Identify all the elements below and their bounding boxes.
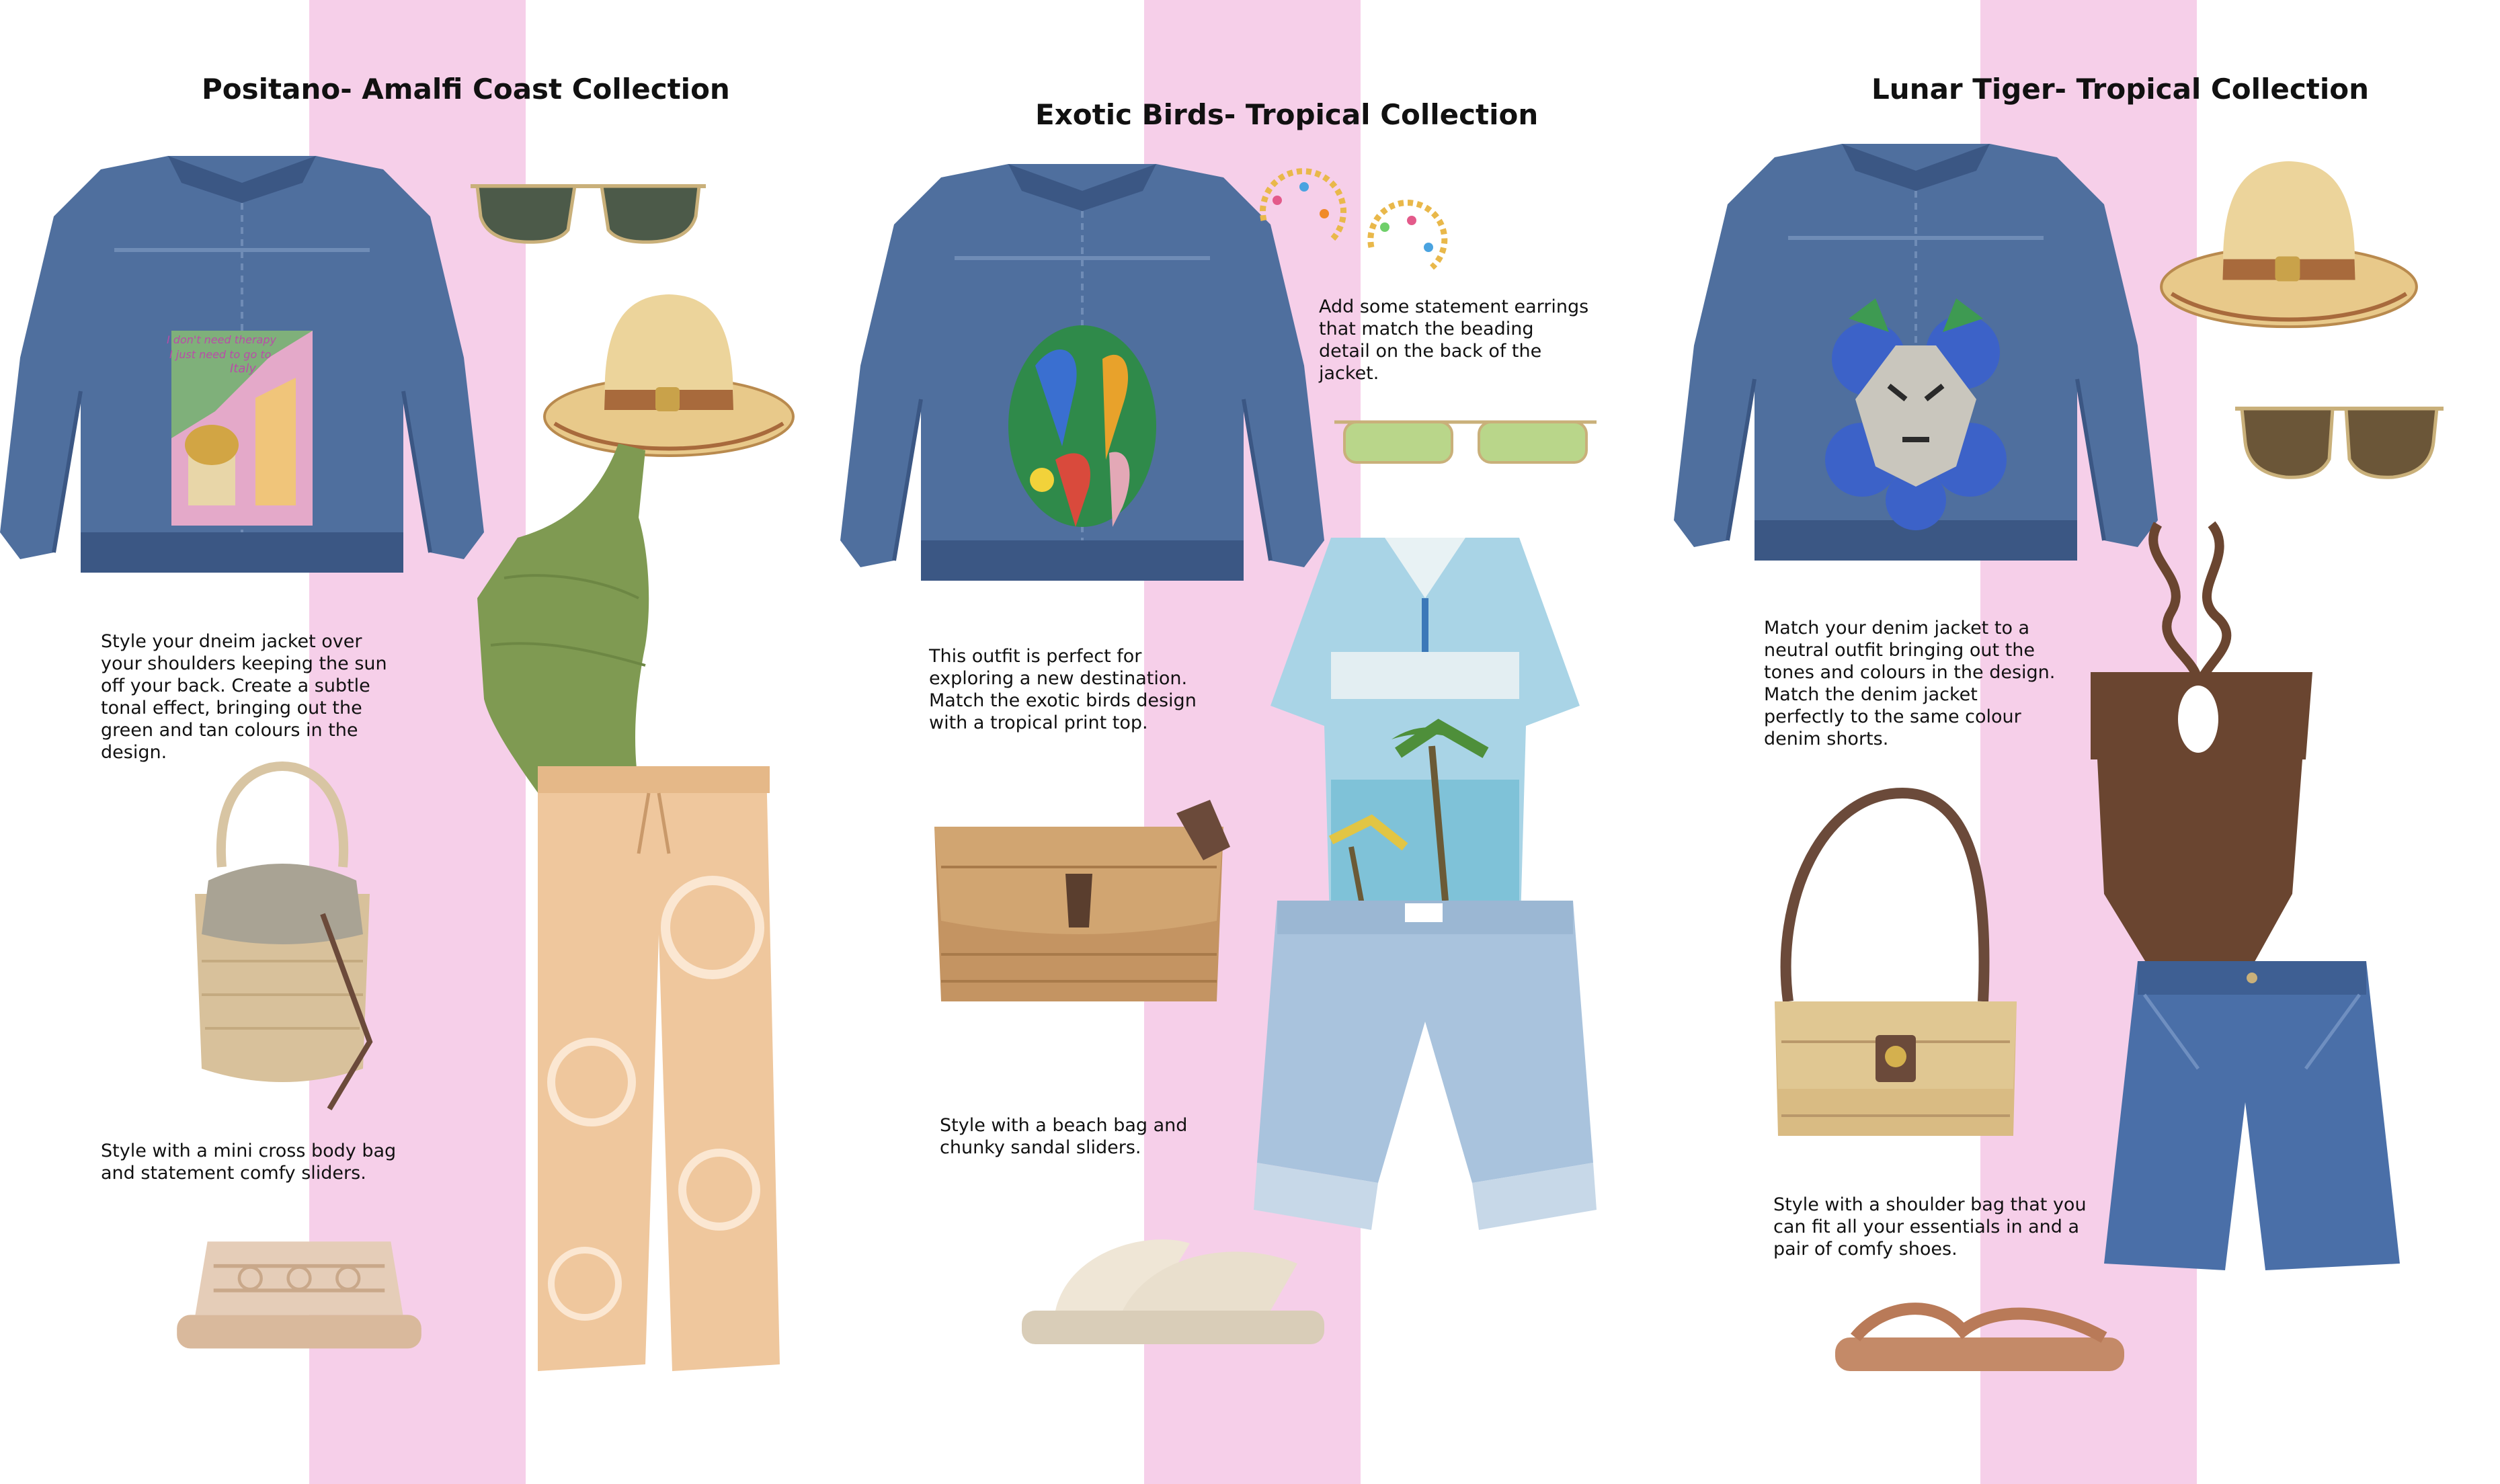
- note-birds-outfit: [929, 645, 1197, 734]
- sunglasses-graphic: [1331, 409, 1600, 469]
- hat-graphic: [2158, 155, 2420, 329]
- trousers-graphic: [531, 759, 787, 1378]
- jacket-print-text-1: I don't need therapy: [167, 333, 276, 346]
- collection-title-exotic-birds: Exotic Birds- Tropical Collection: [1035, 98, 1539, 131]
- note-line: can fit all your essentials in and a: [1773, 1217, 2080, 1237]
- beaded-hoop-earrings: [1250, 160, 1452, 288]
- note-line: Match the denim jacket: [1764, 684, 1978, 705]
- note-line: Style with a beach bag and: [940, 1115, 1188, 1136]
- note-line: chunky sandal sliders.: [940, 1137, 1141, 1158]
- slides-graphic: [155, 1223, 444, 1358]
- aviator-sunglasses: [464, 176, 713, 250]
- straw-fedora-hat: [2158, 155, 2420, 329]
- green-rectangle-sunglasses: [1331, 409, 1600, 469]
- note-line: design.: [101, 742, 167, 763]
- collection-title-positano: Positano- Amalfi Coast Collection: [202, 73, 730, 106]
- note-line: Match the exotic birds design: [929, 690, 1197, 711]
- tie-dye-knit-trousers: [531, 759, 787, 1378]
- note-line: Match your denim jacket to a: [1764, 618, 2030, 638]
- collection-title-lunar-tiger: Lunar Tiger- Tropical Collection: [1871, 73, 2370, 106]
- jacket-print-text-2: I just need to go to: [169, 348, 272, 361]
- woven-bucket-bag: [168, 759, 397, 1109]
- note-line: exploring a new destination.: [929, 668, 1188, 689]
- note-line: with a tropical print top.: [929, 712, 1148, 733]
- brown-aviator-sunglasses: [2232, 395, 2447, 489]
- shorts-graphic: [1250, 894, 1600, 1237]
- note-line: Add some statement earrings: [1319, 296, 1589, 317]
- note-line: detail on the back of the: [1319, 341, 1542, 362]
- bag-graphic: [921, 786, 1237, 1015]
- note-line: off your back. Create a subtle: [101, 675, 370, 696]
- slides-graphic: [1015, 1223, 1331, 1351]
- note-line: Style your dneim jacket over: [101, 631, 362, 652]
- shorts-graphic: [2097, 954, 2407, 1284]
- frayed-denim-shorts: [1250, 894, 1600, 1237]
- note-tiger-outfit: [1764, 617, 2055, 750]
- note-line: tones and colours in the design.: [1764, 662, 2056, 683]
- raffia-baguette-bag: [1761, 780, 2030, 1143]
- note-line: Style with a shoulder bag that you: [1773, 1194, 2087, 1215]
- note-line: jacket.: [1319, 363, 1379, 384]
- padded-cross-slides: [1015, 1223, 1331, 1351]
- note-positano-accessories: [101, 1140, 396, 1184]
- flip-flop-sandals: [1828, 1290, 2131, 1378]
- bag-graphic: [168, 759, 397, 1109]
- sandals-graphic: [1828, 1290, 2131, 1378]
- sunglasses-graphic: [2232, 395, 2447, 489]
- note-line: green and tan colours in the: [101, 720, 358, 741]
- gg-platform-slides: [155, 1223, 444, 1358]
- bag-graphic: [1761, 780, 2030, 1143]
- note-line: perfectly to the same colour: [1764, 706, 2021, 727]
- note-line: that match the beading: [1319, 319, 1534, 339]
- note-birds-accessories: [940, 1114, 1187, 1159]
- jacket-graphic: [1674, 144, 2158, 574]
- denim-bermuda-shorts: [2097, 954, 2407, 1284]
- note-positano-jacket: [101, 630, 387, 764]
- note-line: and statement comfy sliders.: [101, 1163, 366, 1184]
- denim-jacket-positano-print: [0, 156, 484, 586]
- note-line: neutral outfit bringing out the: [1764, 640, 2035, 661]
- note-birds-earrings: [1319, 296, 1588, 384]
- note-line: denim shorts.: [1764, 729, 1889, 749]
- earrings-graphic: [1250, 160, 1452, 288]
- straw-fedora-hat: [538, 289, 800, 457]
- note-line: This outfit is perfect for: [929, 646, 1142, 667]
- jacket-print-text-3: Italy: [230, 362, 257, 376]
- note-line: tonal effect, bringing out the: [101, 698, 362, 718]
- note-line: Style with a mini cross body bag: [101, 1141, 397, 1161]
- hat-graphic: [538, 289, 800, 457]
- note-line: pair of comfy shoes.: [1773, 1239, 1958, 1260]
- denim-jacket-tiger-print: [1674, 144, 2158, 574]
- raffia-shoulder-bag: [921, 786, 1237, 1015]
- sunglasses-graphic: [464, 176, 713, 250]
- note-line: your shoulders keeping the sun: [101, 653, 387, 674]
- note-tiger-accessories: [1773, 1194, 2087, 1260]
